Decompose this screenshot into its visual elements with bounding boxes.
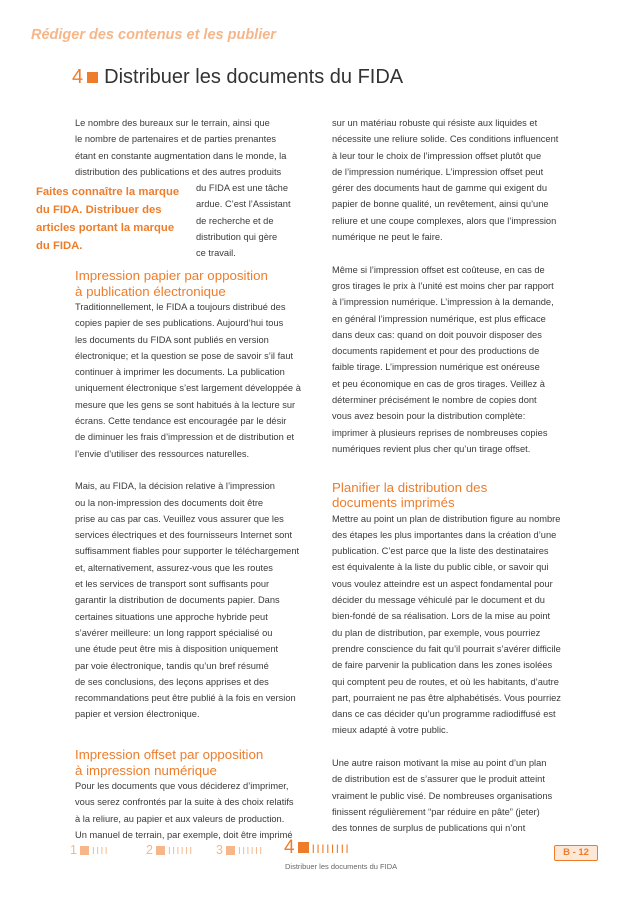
- heading-line: à impression numérique: [75, 762, 217, 778]
- text-line: et les services de transport sont suffisants pour: [75, 579, 270, 590]
- text-line: gros tirages le prix à l’unité est moins cher par rapport: [332, 280, 554, 291]
- paragraph: [75, 299, 337, 462]
- nav-bars: IIIIII: [167, 846, 194, 857]
- heading-line: Impression papier par opposition: [75, 268, 268, 283]
- paragraph: [332, 115, 602, 245]
- text-line: documents rapidement et pour des productions de: [332, 346, 540, 357]
- text-line: électronique; et la question se pose de savoir s’il faut: [75, 350, 294, 361]
- text-line: distribution des publications et des autres produits: [75, 166, 282, 177]
- nav-bars: IIIIII: [237, 846, 264, 857]
- text-line: recommandations peut être publié à la fois en version: [75, 693, 296, 704]
- text-line: publication. C’est parce que la liste des destinataires: [332, 546, 549, 557]
- text-line: à leur tour le choix de l’impression offset plutôt que: [332, 150, 542, 161]
- text-line: vraiment le public visé. De nombreuses organisations: [332, 790, 553, 801]
- heading-line: Impression offset par opposition: [75, 747, 264, 763]
- page-number: B - 12: [554, 845, 598, 861]
- nav-chapter-3[interactable]: [216, 843, 264, 857]
- text-line: numériques revient plus cher qu’un tirage offset.: [332, 443, 531, 454]
- paragraph: [75, 778, 337, 843]
- text-line: faible tirage. L’impression numérique est onéreuse: [332, 362, 540, 373]
- nav-number: 1: [70, 843, 77, 857]
- paragraph: [332, 262, 602, 458]
- nav-number: 2: [146, 843, 153, 857]
- nav-chapter-1[interactable]: [70, 843, 109, 857]
- text-line: le nombre de partenaires et de parties prenantes: [75, 134, 277, 145]
- left-column: [75, 268, 337, 843]
- text-line: reliure et une coupe complexes, alors que l’impression: [332, 215, 557, 226]
- text-line: Même si l’impression offset est coûteuse, en cas de: [332, 264, 545, 275]
- paragraph: [75, 478, 337, 722]
- text-line: distribution qui gère: [196, 231, 278, 242]
- text-line: nécessite une reliure solide. Ces conditions influencent: [332, 134, 559, 145]
- text-line: écrans. Cette tendance est encouragée par le désir: [75, 416, 287, 427]
- text-line: imprimer à plusieurs reprises de nombreuses copies: [332, 427, 548, 438]
- nav-bars: IIII: [91, 846, 110, 857]
- text-line: des tonnes de surplus de publications qui n’ont: [332, 823, 526, 834]
- text-line: vous avez besoin pour la distribution complète:: [332, 411, 526, 422]
- text-line: de diminuer les frais d’impression et de distribution et: [75, 432, 295, 443]
- text-line: uniquement électronique s’est largement développée à: [75, 383, 301, 394]
- section-heading: [332, 480, 602, 511]
- heading-line: documents imprimés: [332, 495, 455, 511]
- text-line: ce travail.: [196, 248, 236, 259]
- text-line: numérique ne peut le faire.: [332, 232, 443, 243]
- text-line: qui comptent peu de routes, et où les habitants, d’autre: [332, 676, 559, 687]
- text-line: copies papier de ses publications. Aujourd’hui tous: [75, 318, 284, 329]
- text-line: certaines situations une approche hybride peut: [75, 611, 268, 622]
- text-line: est équivalente à la liste du public cible, or savoir qui: [332, 562, 549, 573]
- text-line: bien-fondé de sa réalisation. Lors de la mise au point: [332, 611, 551, 622]
- text-line: sur un matériau robuste qui résiste aux liquides et: [332, 118, 538, 128]
- text-line: ou la non-impression des documents doit être: [75, 497, 264, 508]
- running-header: Rédiger des contenus et les publier: [31, 27, 276, 43]
- text-line: prise au cas par cas. Veuillez vous assurer que les: [75, 513, 284, 524]
- text-line: une étude peut être mis à disposition uniquement: [75, 644, 279, 655]
- text-line: finissent régulièrement “par réduire en pâte” (jeter): [332, 806, 540, 817]
- square-bullet-icon: [156, 846, 165, 855]
- text-line: et peu économique en cas de gros tirages. Veillez à: [332, 378, 545, 389]
- right-column: [332, 115, 602, 836]
- paragraph: [332, 755, 602, 836]
- text-line: déterminer précisément le nombre de copies dont: [332, 395, 537, 406]
- text-line: papier et version électronique.: [75, 709, 200, 720]
- chapter-title-text: Distribuer les documents du FIDA: [104, 66, 404, 88]
- text-line: vous voulez atteindre est un aspect fondamental pour: [332, 578, 553, 589]
- text-line: continuer à imprimer les documents. La publication: [75, 367, 285, 378]
- intro-text: [75, 115, 330, 180]
- text-line: mesure que les gens se sont habitués à la lecture sur: [75, 399, 296, 410]
- text-line: prendre conscience du fait qu’il pourrait s’avérer difficile: [332, 643, 561, 654]
- text-line: des étapes les plus importantes dans la création d’une: [332, 529, 557, 540]
- text-line: Pour les documents que vous déciderez d’imprimer,: [75, 781, 289, 792]
- square-bullet-icon: [226, 846, 235, 855]
- paragraph: [332, 511, 602, 739]
- square-bullet-icon: [87, 72, 98, 83]
- text-line: décider du message véhiculé par le document et du: [332, 595, 545, 606]
- text-line: Une autre raison motivant la mise au point d’un plan: [332, 757, 547, 768]
- text-line: les documents du FIDA sont publiés en version: [75, 334, 269, 345]
- text-line: gérer des documents haut de gamme qui exigent du: [332, 183, 547, 194]
- square-bullet-icon: [80, 846, 89, 855]
- active-chapter-label: Distribuer les documents du FIDA: [285, 862, 398, 871]
- chapter-title: [72, 66, 403, 89]
- text-line: Traditionnellement, le FIDA a toujours distribué des: [75, 302, 286, 312]
- nav-number: 4: [284, 837, 295, 858]
- text-line: Un manuel de terrain, par exemple, doit être imprimé: [75, 829, 293, 840]
- text-line: dans deux cas: quand on doit pouvoir disposer des: [332, 329, 542, 340]
- pull-quote: Faites connaître la marque du FIDA. Distribuer des articles portant la marque du FIDA.: [36, 186, 180, 252]
- text-line: à la reliure, au papier et aux valeurs de production.: [75, 813, 285, 824]
- text-line: mieux adapté à votre public.: [332, 725, 449, 736]
- text-line: de recherche et de: [196, 215, 274, 226]
- text-line: Le nombre des bureaux sur le terrain, ainsi que: [75, 118, 270, 128]
- text-line: Mettre au point un plan de distribution figure au nombre: [332, 513, 561, 524]
- intro-wrap-text: [196, 180, 336, 261]
- chapter-navigation: [70, 837, 598, 863]
- text-line: s’avérer meilleure: un long rapport spécialisé ou: [75, 627, 273, 638]
- text-line: par voie électronique, tandis qu’un bref résumé: [75, 660, 269, 671]
- text-line: et, alternativement, assurez-vous que les routes: [75, 562, 273, 573]
- text-line: Mais, au FIDA, la décision relative à l’impression: [75, 481, 275, 492]
- text-line: suffisamment fiables pour supporter le téléchargement: [75, 546, 300, 557]
- section-heading: [75, 747, 337, 778]
- text-line: à l’impression numérique. L’impression à la demande,: [332, 297, 554, 308]
- text-line: papier de bonne qualité, un revêtement, ainsi qu’une: [332, 199, 549, 210]
- text-line: de ses conclusions, des leçons apprises et des: [75, 676, 269, 687]
- text-line: ardue. C’est l’Assistant: [196, 199, 291, 210]
- nav-number: 3: [216, 843, 223, 857]
- section-heading: [75, 268, 337, 299]
- text-line: l’envie d’utiliser des ressources naturelles.: [75, 448, 250, 459]
- text-line: du FIDA est une tâche: [196, 183, 288, 193]
- text-line: dans ce cas décider qu’un programme radiodiffusé est: [332, 709, 556, 720]
- chapter-number: 4: [72, 66, 84, 88]
- nav-bars: IIIIIIII: [311, 842, 351, 856]
- text-line: garantir la distribution de documents papier. Dans: [75, 595, 280, 606]
- text-line: vous serez confrontés par la suite à des choix relatifs: [75, 797, 294, 808]
- nav-chapter-2[interactable]: [146, 843, 194, 857]
- text-line: de l’impression numérique. L’impression offset peut: [332, 166, 544, 177]
- text-line: part, pourraient ne pas être alphabétisés. Vous pourriez: [332, 692, 561, 703]
- heading-line: Planifier la distribution des: [332, 479, 488, 495]
- text-line: de faire parvenir la publication dans les zones isolées: [332, 660, 553, 671]
- square-bullet-icon: [298, 842, 309, 853]
- text-line: étant en constante augmentation dans le monde, la: [75, 150, 287, 161]
- text-line: services électriques et des fournisseurs Internet sont: [75, 530, 293, 541]
- text-line: du plan de distribution, par exemple, vous pourriez: [332, 627, 541, 638]
- nav-chapter-4[interactable]: [284, 837, 350, 859]
- text-line: en général l’impression numérique, est plus efficace: [332, 313, 546, 324]
- heading-line: à publication électronique: [75, 283, 226, 299]
- text-line: de distribution est de s’assurer que le produit atteint: [332, 774, 545, 785]
